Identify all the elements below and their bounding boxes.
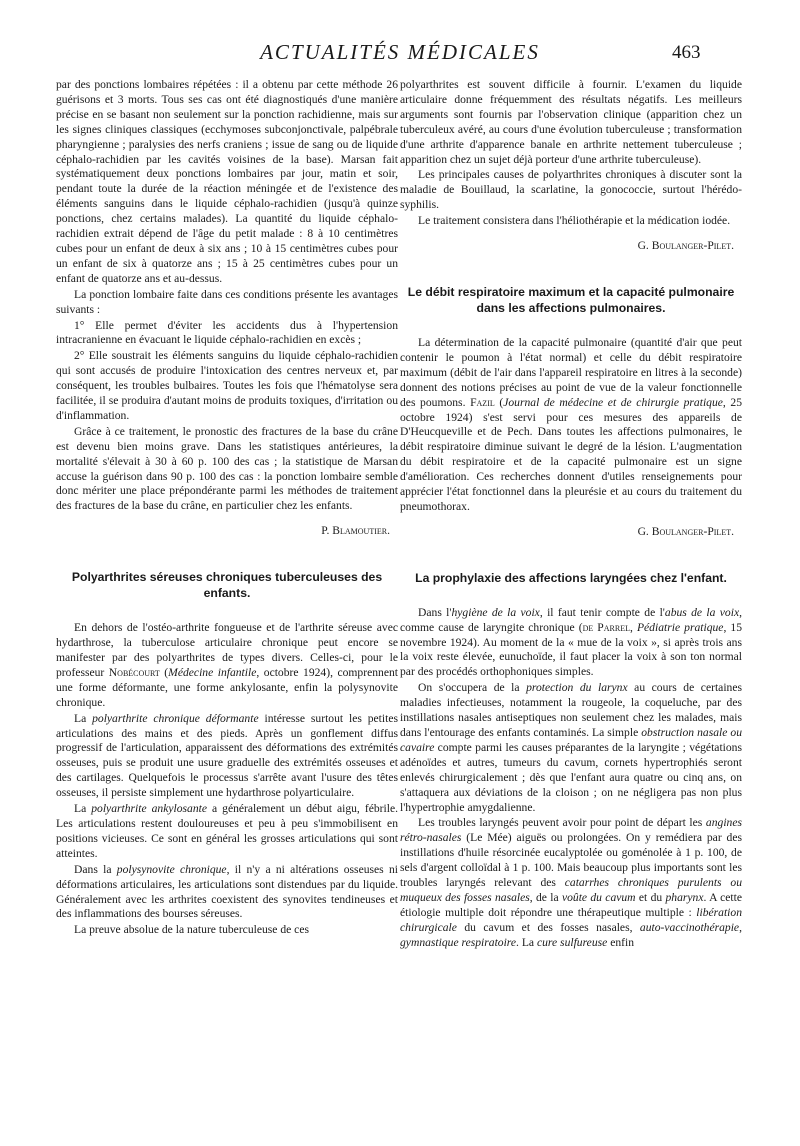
paragraph: La ponction lombaire faite dans ces conditions présente les avantages suivants :: [56, 287, 398, 316]
author-signature: G. Boulanger-Pilet.: [637, 524, 734, 538]
paragraph: La preuve absolue de la nature tuberculeuse de ces: [74, 923, 309, 937]
paragraph: par des ponctions lombaires répétées : il a obtenu par cette méthode 26 guérisons et 3 morts. Tous ses cas ont été diagnostiqués d'une manière précise en se basant non seulement sur la ponction rachidienne, mais sur les signes cliniques classiques (ecchymoses subconjonctivale, palpébrale pharyngienne ; paralysies des nerfs craniens ; issue de sang ou de liquide céphalo-rachidien par les cavités voisines de la base). Marsan fait systématiquement deux ponctions lombaires par jour, matin et soir, pendant toute la durée de la réaction méningée et de l'existence des éléments sanguins dans le liquide céphalo-rachidien (jusqu'à quinze ponctions, chez certains malades). La quantité du liquide céphalo-rachidien extrait dépend de l'âge du petit malade : 8 à 10 centimètres cubes pour un enfant de deux à six ans ; 10 à 15 centimètres cubes pour un enfant de six à quatorze ans ; 15 à 25 centimètres cubes pour un enfant de quatorze ans et au-dessus.: [56, 78, 398, 285]
author-signature: P. Blamoutier.: [321, 524, 390, 538]
list-item: 2° Elle soustrait les éléments sanguins du liquide céphalo-rachidien qui sont accusés de produire l'intoxication des centres nerveux et, par conséquent, les troubles bulbaires. Toutes les fois que l'hématolyse sera facilitée, il se produira d'autant moins de produits toxiques, d'irritation ou d'inflammation.: [56, 349, 398, 422]
article-heading: Polyarthrites séreuses chroniques tuberculeuses des enfants.: [71, 570, 383, 601]
right-column: [400, 78, 742, 952]
author-signature: G. Boulanger-Pilet.: [637, 239, 734, 253]
list-item: 1° Elle permet d'éviter les accidents dus à l'hypertension intracranienne en évacuant le liquide céphalo-rachidien en excès ;: [56, 318, 398, 347]
paragraph: Grâce à ce traitement, le pronostic des fractures de la base du crâne est devenu bien moins grave. Dans les statistiques antérieures, la mortalité s'élevait à 30 à 60 p. 100 des cas ; la statistique de Marsan accuse la guérison dans 90 p. 100 des cas : la ponction lombaire semble donc mériter une place prépondérante parmi les méthodes de traitement des fractures de la base du crâne, en particulier chez les enfants.: [56, 424, 398, 513]
paragraph: On s'occupera de la protection du larynx au cours de certaines maladies infectieuses, notamment la rougeole, la coqueluche, par des instillations nasales antiseptiques non seulement chez les malades, mais dans l'entourage des enfants contaminés. La simple obstruction nasale ou cavaire compte parmi les causes préparantes de la laryngite ; végétations adénoïdes et autres, tumeurs du cavum, cornets hypertrophiés seront enlevés chirurgicalement ; dès que l'enfant aura quatre ou cinq ans, on s'attaquera aux déviations de la cloison ; on ne négligera pas non plus l'hypertrophie amygdalienne.: [400, 681, 742, 814]
paragraph: Dans la polysynovite chronique, il n'y a ni altérations osseuses ni déformations articulaires, les articulations sont distendues par du liquide. Généralement avec les arthrites coexistent des synovites tendineuses et des inflammations des bourses séreuses.: [56, 862, 398, 921]
running-header: ACTUALITÉS MÉDICALES: [260, 40, 540, 64]
left-column: [56, 78, 398, 939]
paragraph: polyarthrites est souvent difficile à fournir. L'examen du liquide articulaire donne fréquemment des résultats négatifs. Les meilleurs arguments sont fournis par l'observation clinique (apparition chez un tuberculeux avéré, au cours d'une évolution tuberculeuse ; transformation d'une arthrite d'apparence banale en arthrite nettement tuberculeuse ; apparition chez un sujet déjà porteur d'une arthrite tuberculeuse).: [400, 78, 742, 166]
paragraph: La polyarthrite chronique déformante intéresse surtout les petites articulations des mains et des pieds. Après un gonflement diffus progressif de l'articulation, apparaissent des déformations des extrémités osseuses, puis se produit une usure graduelle des extrémités osseuses et des cartilages. Quelquefois le processus s'arrête avant l'usure des têtes osseuses, il persiste simplement une hydarthrose polyarticulaire.: [56, 711, 398, 800]
paragraph: Les principales causes de polyarthrites chroniques à discuter sont la maladie de Bouillaud, la scarlatine, la gonococcie, surtout l'hérédo-syphilis.: [400, 168, 742, 212]
paragraph: Dans l'hygiène de la voix, il faut tenir compte de l'abus de la voix, comme cause de laryngite chronique (de Parrel, Pédiatrie pratique, 15 novembre 1924). Au moment de la « mue de la voix », si après trois ans la voix reste élevée, eunuchoïde, il faut placer la voix à son ton normal par des procédés orthophoniques simples.: [400, 605, 743, 679]
paragraph: Le traitement consistera dans l'héliothérapie et la médication iodée.: [418, 214, 731, 228]
paragraph: En dehors de l'ostéo-arthrite fongueuse et de l'arthrite séreuse avec hydarthrose, la tuberculose articulaire chronique peut encore se manifester par des polyarthrites de types divers. Celles-ci, pour le professeur Nobécourt (Médecine infantile, octobre 1924), comprennent une forme déformante, une forme ankylosante, enfin la polysynovite chronique.: [56, 621, 398, 709]
page-number: 463: [672, 42, 701, 63]
paragraph: La polyarthrite ankylosante a généralement un début aigu, fébrile. Les articulations restent douloureuses et peu à peu s'immobilisent en positions vicieuses. Ce sont en général les grosses articulations qui sont atteintes.: [56, 802, 398, 860]
paragraph: Les troubles laryngés peuvent avoir pour point de départ les angines rétro-nasales (Le Mée) aiguës ou prolongées. On y remédiera par des instillations d'huile résorcinée eucalyptolée ou goménolée à 1 p. 100, de sels d'argent colloïdal à 1 p. 100. Mais beaucoup plus importants sont les troubles laryngés relevant des catarrhes chroniques purulents ou muqueux des fosses nasales, de la voûte du cavum et du pharynx. A cette étiologie multiple doit répondre une thérapeutique multiple : libération chirurgicale du cavum et des fosses nasales, auto-vaccinothérapie, gymnastique respiratoire. La cure sulfureuse enfin: [400, 816, 743, 949]
article-heading: Le débit respiratoire maximum et la capacité pulmonaire dans les affections pulmonaires.: [407, 284, 735, 315]
article-heading: La prophylaxie des affections laryngées chez l'enfant.: [415, 570, 727, 585]
paragraph: La détermination de la capacité pulmonaire (quantité d'air que peut contenir le poumon à l'état normal) et celle du débit respiratoire maximum (débit de l'air dans l'appareil respiratoire en litres à la seconde) donnent des notions précises au point de vue de la valeur fonctionnelle des poumons. Fazil (Journal de médecine et de chirurgie pratique, 25 octobre 1924) s'est servi pour ces mesures des appareils de D'Heucqueville et de Pech. Dans toutes les affections pulmonaires, le débit respiratoire diminue suivant le degré de la lésion. L'augmentation du débit respiratoire et de la capacité pulmonaire est un signe d'amélioration. Ces recherches donnent d'utiles renseignements pour apprécier l'état fonctionnel dans la pleurésie et au cours du traitement du pneumothorax.: [400, 335, 742, 513]
